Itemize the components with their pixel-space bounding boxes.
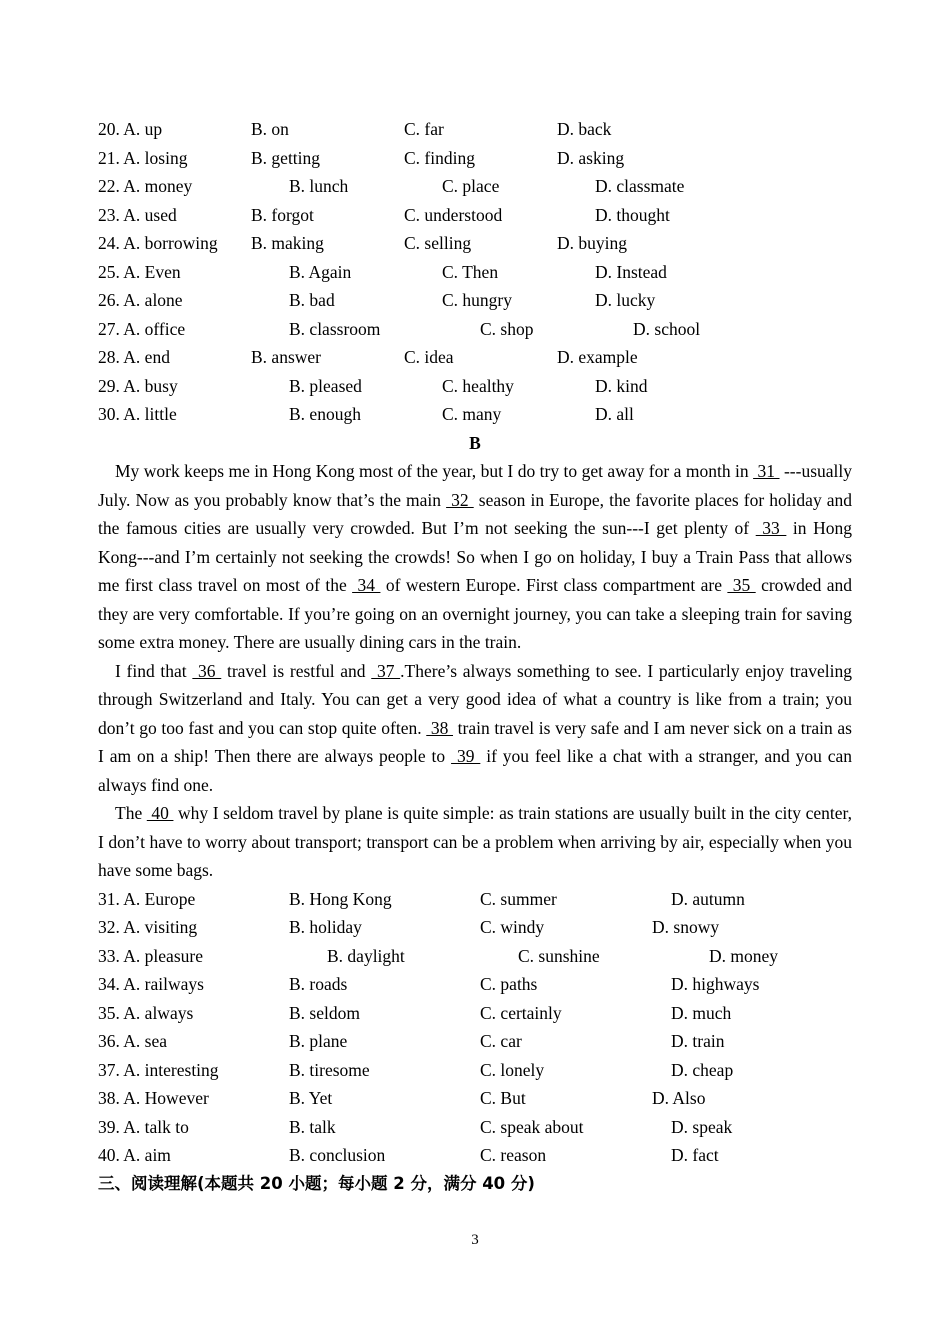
section-b-title: B xyxy=(469,432,481,453)
option-a: 37. A. interesting xyxy=(98,1059,219,1080)
option-d: D. classmate xyxy=(595,176,685,196)
option-b: B. getting xyxy=(251,147,321,168)
option-a: 22. A. money xyxy=(98,176,193,196)
option-b: B. holiday xyxy=(289,917,362,937)
option-a: 26. A. alone xyxy=(98,290,183,310)
section-3-heading: 三、阅读理解(本题共 20 小题；每小题 2 分，满分 40 分) xyxy=(98,1173,535,1193)
option-b: B. pleased xyxy=(289,375,362,396)
passage-text: travel is restful and xyxy=(221,660,372,681)
question-row xyxy=(98,372,852,401)
option-d: D. school xyxy=(633,318,701,339)
blank-39: 39 xyxy=(451,746,481,766)
question-row xyxy=(98,201,852,230)
option-d: D. thought xyxy=(595,204,670,225)
blank-38: 38 xyxy=(426,717,454,738)
option-a: 33. A. pleasure xyxy=(98,945,203,966)
question-row xyxy=(98,400,852,429)
option-a: 35. A. always xyxy=(98,1002,194,1023)
question-row xyxy=(98,1056,852,1085)
option-c: C. speak about xyxy=(480,1116,584,1137)
option-c: C. paths xyxy=(480,974,538,994)
option-b: B. lunch xyxy=(289,176,349,196)
option-b: B. forgot xyxy=(251,204,314,225)
blank-32: 32 xyxy=(446,489,474,510)
passage-text: why I seldom travel by plane is quite simple: as train stations are usually built in the city center, I don’t have to worry about transport; transport can be a problem when arriving by air, especially when you have some bags. xyxy=(98,803,852,880)
option-c: C. lonely xyxy=(480,1059,545,1080)
option-c: C. place xyxy=(442,176,500,196)
option-d: D. highways xyxy=(671,974,760,994)
question-row xyxy=(98,999,852,1028)
blank-33: 33 xyxy=(755,518,787,538)
option-c: C. shop xyxy=(480,318,534,339)
option-d: D. snowy xyxy=(652,917,720,937)
option-c: C. many xyxy=(442,404,502,424)
option-c: C. finding xyxy=(404,147,475,168)
blank-40: 40 xyxy=(146,803,174,823)
question-row xyxy=(98,343,852,372)
option-d: D. fact xyxy=(671,1145,719,1165)
option-d: D. buying xyxy=(557,233,627,253)
option-a: 27. A. office xyxy=(98,318,186,339)
question-row xyxy=(98,115,852,144)
option-b: B. conclusion xyxy=(289,1145,386,1165)
question-row xyxy=(98,1141,852,1170)
option-d: D. cheap xyxy=(671,1059,734,1080)
passage-text: train travel is very safe and I am never sick on a train as I am on a ship! Then there are always people to xyxy=(98,717,852,766)
option-c: C. understood xyxy=(404,204,503,225)
passage-text: ---usually July. Now as you probably know that’s the main xyxy=(98,461,852,510)
option-a: 40. A. aim xyxy=(98,1145,171,1165)
option-c: C. far xyxy=(404,119,444,139)
passage-text: My work keeps me in Hong Kong most of the year, but I do try to get away for a month in xyxy=(115,461,754,481)
option-b: B. tiresome xyxy=(289,1059,370,1080)
option-d: D. Also xyxy=(652,1088,706,1108)
option-a: 23. A. used xyxy=(98,204,177,225)
option-b: B. talk xyxy=(289,1116,336,1137)
option-a: 20. A. up xyxy=(98,119,163,139)
option-d: D. money xyxy=(709,945,779,966)
passage-text: if you feel like a chat with a stranger, and you can always find one. xyxy=(98,746,853,795)
question-row xyxy=(98,970,852,999)
option-d: D. lucky xyxy=(595,290,656,310)
passage-text: I find that xyxy=(115,660,193,681)
question-list-20-30 xyxy=(98,115,852,429)
option-d: D. all xyxy=(595,404,634,424)
option-a: 36. A. sea xyxy=(98,1031,168,1051)
option-c: C. selling xyxy=(404,233,472,253)
passage-text: crowded and they are very comfortable. If you’re going on an overnight journey, you can take a sleeping train for saving some extra money. There are usually dining cars in the train. xyxy=(98,575,853,652)
option-a: 32. A. visiting xyxy=(98,917,198,937)
question-row xyxy=(98,913,852,942)
question-list-31-40 xyxy=(98,885,852,1170)
question-row xyxy=(98,315,852,344)
option-d: D. autumn xyxy=(671,888,745,909)
question-row xyxy=(98,172,852,201)
passage-paragraph-2 xyxy=(98,657,852,800)
option-d: D. example xyxy=(557,347,638,367)
option-a: 39. A. talk to xyxy=(98,1116,189,1137)
blank-36: 36 xyxy=(192,660,222,681)
blank-34: 34 xyxy=(352,575,381,595)
option-b: B. enough xyxy=(289,404,361,424)
option-b: B. bad xyxy=(289,290,335,310)
option-a: 30. A. little xyxy=(98,404,177,424)
option-a: 38. A. However xyxy=(98,1088,209,1108)
passage-text: in Hong Kong---and I’m certainly not seeking the crowds! So when I go on holiday, I buy a Train Pass that allows me first class travel on most of the xyxy=(98,518,853,595)
option-b: B. Again xyxy=(289,261,352,282)
option-a: 25. A. Even xyxy=(98,261,181,282)
option-d: D. Instead xyxy=(595,261,667,282)
option-b: B. making xyxy=(251,233,324,253)
question-row xyxy=(98,258,852,287)
option-a: 28. A. end xyxy=(98,347,170,367)
question-row xyxy=(98,229,852,258)
option-a: 24. A. borrowing xyxy=(98,233,218,253)
exam-page xyxy=(98,115,852,1198)
option-d: D. back xyxy=(557,119,612,139)
option-d: D. train xyxy=(671,1031,725,1051)
option-c: C. Then xyxy=(442,261,499,282)
question-row xyxy=(98,1027,852,1056)
option-c: C. certainly xyxy=(480,1002,562,1023)
question-row xyxy=(98,1113,852,1142)
option-c: C. car xyxy=(480,1031,522,1051)
option-a: 34. A. railways xyxy=(98,974,204,994)
option-c: C. sunshine xyxy=(518,945,600,966)
option-b: B. answer xyxy=(251,347,321,367)
option-c: C. healthy xyxy=(442,375,514,396)
option-a: 21. A. losing xyxy=(98,147,188,168)
passage-paragraph-1 xyxy=(98,457,852,657)
question-row xyxy=(98,942,852,971)
option-b: B. Hong Kong xyxy=(289,888,392,909)
option-b: B. plane xyxy=(289,1031,348,1051)
question-row xyxy=(98,144,852,173)
passage-paragraph-3 xyxy=(98,799,852,885)
option-c: C. But xyxy=(480,1088,526,1108)
blank-35: 35 xyxy=(727,575,756,595)
blank-31: 31 xyxy=(753,461,780,481)
passage-text: .There’s always something to see. I particularly enjoy traveling through Switzerland and Italy. You can get a very good idea of what a country is like from a train; you don’t go too fast and you can stop quite often. xyxy=(98,660,853,738)
option-a: 31. A. Europe xyxy=(98,888,196,909)
option-c: C. reason xyxy=(480,1145,547,1165)
option-d: D. kind xyxy=(595,375,648,396)
passage-text: season in Europe, the favorite places for holiday and the famous cities are usually very crowded. But I’m not seeking the sun---I get plenty of xyxy=(98,489,853,538)
page-number: 3 xyxy=(471,1232,479,1248)
option-b: B. seldom xyxy=(289,1002,360,1023)
option-c: C. windy xyxy=(480,917,545,937)
option-c: C. idea xyxy=(404,347,454,367)
option-a: 29. A. busy xyxy=(98,375,178,396)
option-b: B. on xyxy=(251,119,289,139)
option-c: C. summer xyxy=(480,888,557,909)
option-d: D. asking xyxy=(557,147,625,168)
passage-text: The xyxy=(115,803,147,823)
question-row xyxy=(98,286,852,315)
option-b: B. classroom xyxy=(289,318,381,339)
blank-37: 37 xyxy=(371,660,401,681)
option-b: B. roads xyxy=(289,974,348,994)
option-c: C. hungry xyxy=(442,290,512,310)
option-d: D. speak xyxy=(671,1116,733,1137)
passage-text: of western Europe. First class compartment are xyxy=(380,575,728,595)
option-b: B. Yet xyxy=(289,1088,333,1108)
question-row xyxy=(98,885,852,914)
option-d: D. much xyxy=(671,1002,732,1023)
question-row xyxy=(98,1084,852,1113)
option-b: B. daylight xyxy=(327,945,405,966)
